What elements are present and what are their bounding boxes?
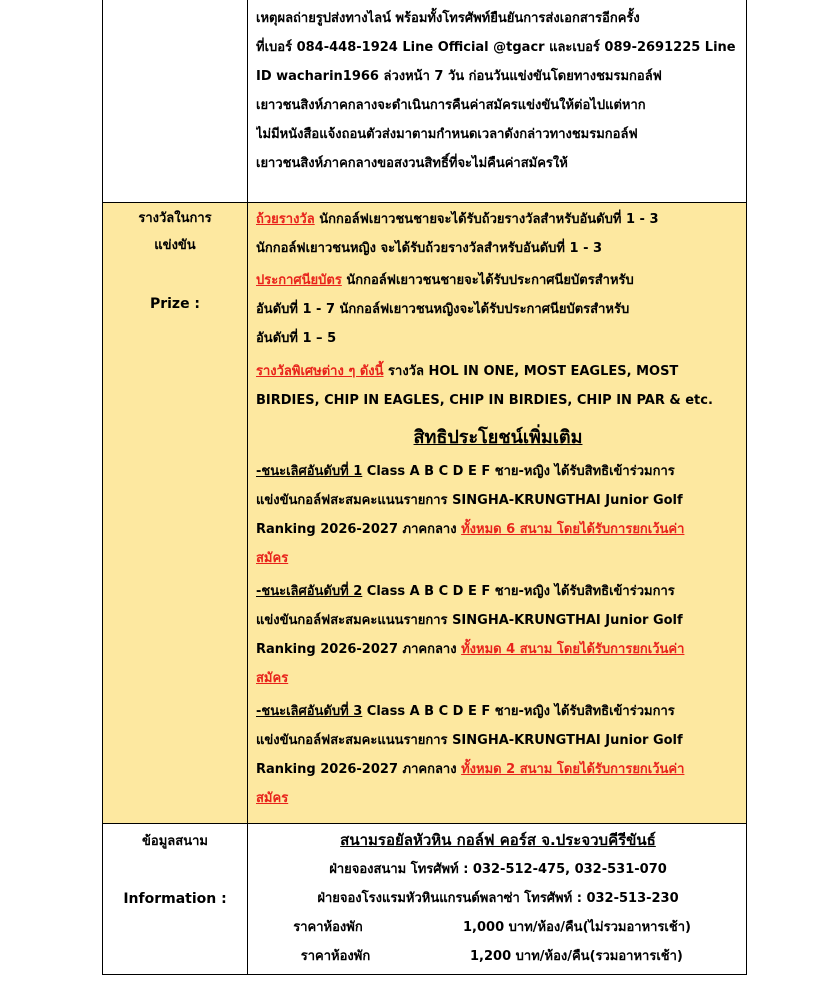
prize-label-th-2: แข่งขัน [154,238,196,253]
benefit-text: แข่งขันกอล์ฟสะสมคะแนนรายการ SINGHA-KRUNGTHAI Junior Golf [256,733,683,748]
text-line: เยาวชนสิงห์ภาคกลางจะดำเนินการคืนค่าสมัครแข่งขันให้ต่อไปแต่หาก [256,98,646,113]
benefit-text: Ranking 2026-2027 ภาคกลาง [256,522,462,537]
text-line: ID wacharin1966 ล่วงหน้า 7 วัน ก่อนวันแข่งขันโดยทางชมรมกอล์ฟ [256,69,662,84]
booking-hotel: ฝ่ายจองโรงแรมหัวหินแกรนด์พลาซ่า โทรศัพท์ : 032-513-230 [317,891,679,906]
room-rate-1 [253,913,743,942]
special-line-2: BIRDIES, CHIP IN EAGLES, CHIP IN BIRDIES, CHIP IN PAR & etc. [256,393,713,408]
booking-course: ฝ่ายจองสนาม โทรศัพท์ : 032-512-475, 032-531-070 [329,862,667,877]
trophy-text: นักกอล์ฟเยาวชนชายจะได้รับถ้วยรางวัลสำหรับอันดับที่ 1 - 3 [314,212,659,227]
cert-heading: ประกาศนียบัตร [256,273,342,288]
prize-content [256,205,740,813]
cert-text: นักกอล์ฟเยาวชนชายจะได้รับประกาศนียบัตรสำหรับ [341,273,634,288]
info-label-en: Information : [123,891,227,907]
benefit-heading: -ชนะเลิศอันดับที่ 2 [256,584,363,599]
trophy-heading: ถ้วยรางวัล [256,212,315,227]
special-text: รางวัล HOL IN ONE, MOST EAGLES, MOST [383,364,679,379]
cert-line-3: อันดับที่ 1 – 5 [256,331,337,346]
prize-label-en: Prize : [149,296,201,312]
room-label: ราคาห้องพัก [293,920,363,935]
benefit-text: Class A B C D E F ชาย-หญิง ได้รับสิทธิเข้าร่วมการ [362,584,675,599]
room-rate-2 [253,942,743,971]
benefit-3 [256,697,740,813]
text-line: ที่เบอร์ 084-448-1924 Line Official @tgacr และเบอร์ 089-2691225 Line [256,40,736,55]
info-label [103,830,247,907]
prize-row [103,203,746,823]
benefit-highlight: สมัคร [256,551,289,566]
room-price: 1,000 บาท/ห้อง/คืน(ไม่รวมอาหารเช้า) [463,920,691,935]
room-label: ราคาห้องพัก [300,949,371,964]
benefit-text: แข่งขันกอล์ฟสะสมคะแนนรายการ SINGHA-KRUNGTHAI Junior Golf [256,613,683,628]
prize-label-th-1: รางวัลในการ [138,211,212,226]
course-name: สนามรอยัลหัวหิน กอล์ฟ คอร์ส จ.ประจวบคีรีขันธ์ [340,831,656,849]
text-line: ไม่มีหนังสือแจ้งถอนตัวส่งมาตามกำหนดเวลาดังกล่าวทางชมรมกอล์ฟ [256,127,638,142]
benefit-text: Ranking 2026-2027 ภาคกลาง [256,762,462,777]
benefit-highlight: สมัคร [256,791,289,806]
benefits-title: สิทธิประโยชน์เพิ่มเติม [413,427,583,448]
benefit-text: แข่งขันกอล์ฟสะสมคะแนนรายการ SINGHA-KRUNGTHAI Junior Golf [256,493,683,508]
benefit-highlight: ทั้งหมด 2 สนาม โดยได้รับการยกเว้นค่า [461,762,685,777]
benefit-heading: -ชนะเลิศอันดับที่ 1 [256,464,363,479]
benefit-heading: -ชนะเลิศอันดับที่ 3 [256,704,363,719]
benefit-highlight: ทั้งหมด 4 สนาม โดยได้รับการยกเว้นค่า [461,642,685,657]
special-heading: รางวัลพิเศษต่าง ๆ ดังนี้ [256,364,384,379]
prize-label [103,205,247,318]
info-content [253,826,743,971]
benefit-text: Class A B C D E F ชาย-หญิง ได้รับสิทธิเข้าร่วมการ [362,464,675,479]
text-line: เหตุผลถ่ายรูปส่งทางไลน์ พร้อมทั้งโทรศัพท์ยืนยันการส่งเอกสารอีกครั้ง [256,11,640,26]
cert-line-1 [256,266,740,295]
special-line-1 [256,357,740,386]
refund-text [256,4,740,178]
trophy-line-2: นักกอล์ฟเยาวชนหญิง จะได้รับถ้วยรางวัลสำหรับอันดับที่ 1 - 3 [256,241,603,256]
rules-table [102,0,747,975]
benefit-1 [256,457,740,573]
text-line: เยาวชนสิงห์ภาคกลางขอสงวนสิทธิ์ที่จะไม่คืนค่าสมัครให้ [256,156,568,171]
refund-row [103,0,746,203]
info-row [103,824,746,974]
room-price: 1,200 บาท/ห้อง/คืน(รวมอาหารเช้า) [470,949,683,964]
benefit-highlight: สมัคร [256,671,289,686]
benefit-2 [256,577,740,693]
info-label-th: ข้อมูลสนาม [142,834,208,849]
trophy-line-1 [256,205,740,234]
benefit-highlight: ทั้งหมด 6 สนาม โดยได้รับการยกเว้นค่า [461,522,685,537]
benefit-text: Class A B C D E F ชาย-หญิง ได้รับสิทธิเข้าร่วมการ [362,704,675,719]
cert-line-2: อันดับที่ 1 - 7 นักกอล์ฟเยาวชนหญิงจะได้รับประกาศนียบัตรสำหรับ [256,302,630,317]
benefit-text: Ranking 2026-2027 ภาคกลาง [256,642,462,657]
